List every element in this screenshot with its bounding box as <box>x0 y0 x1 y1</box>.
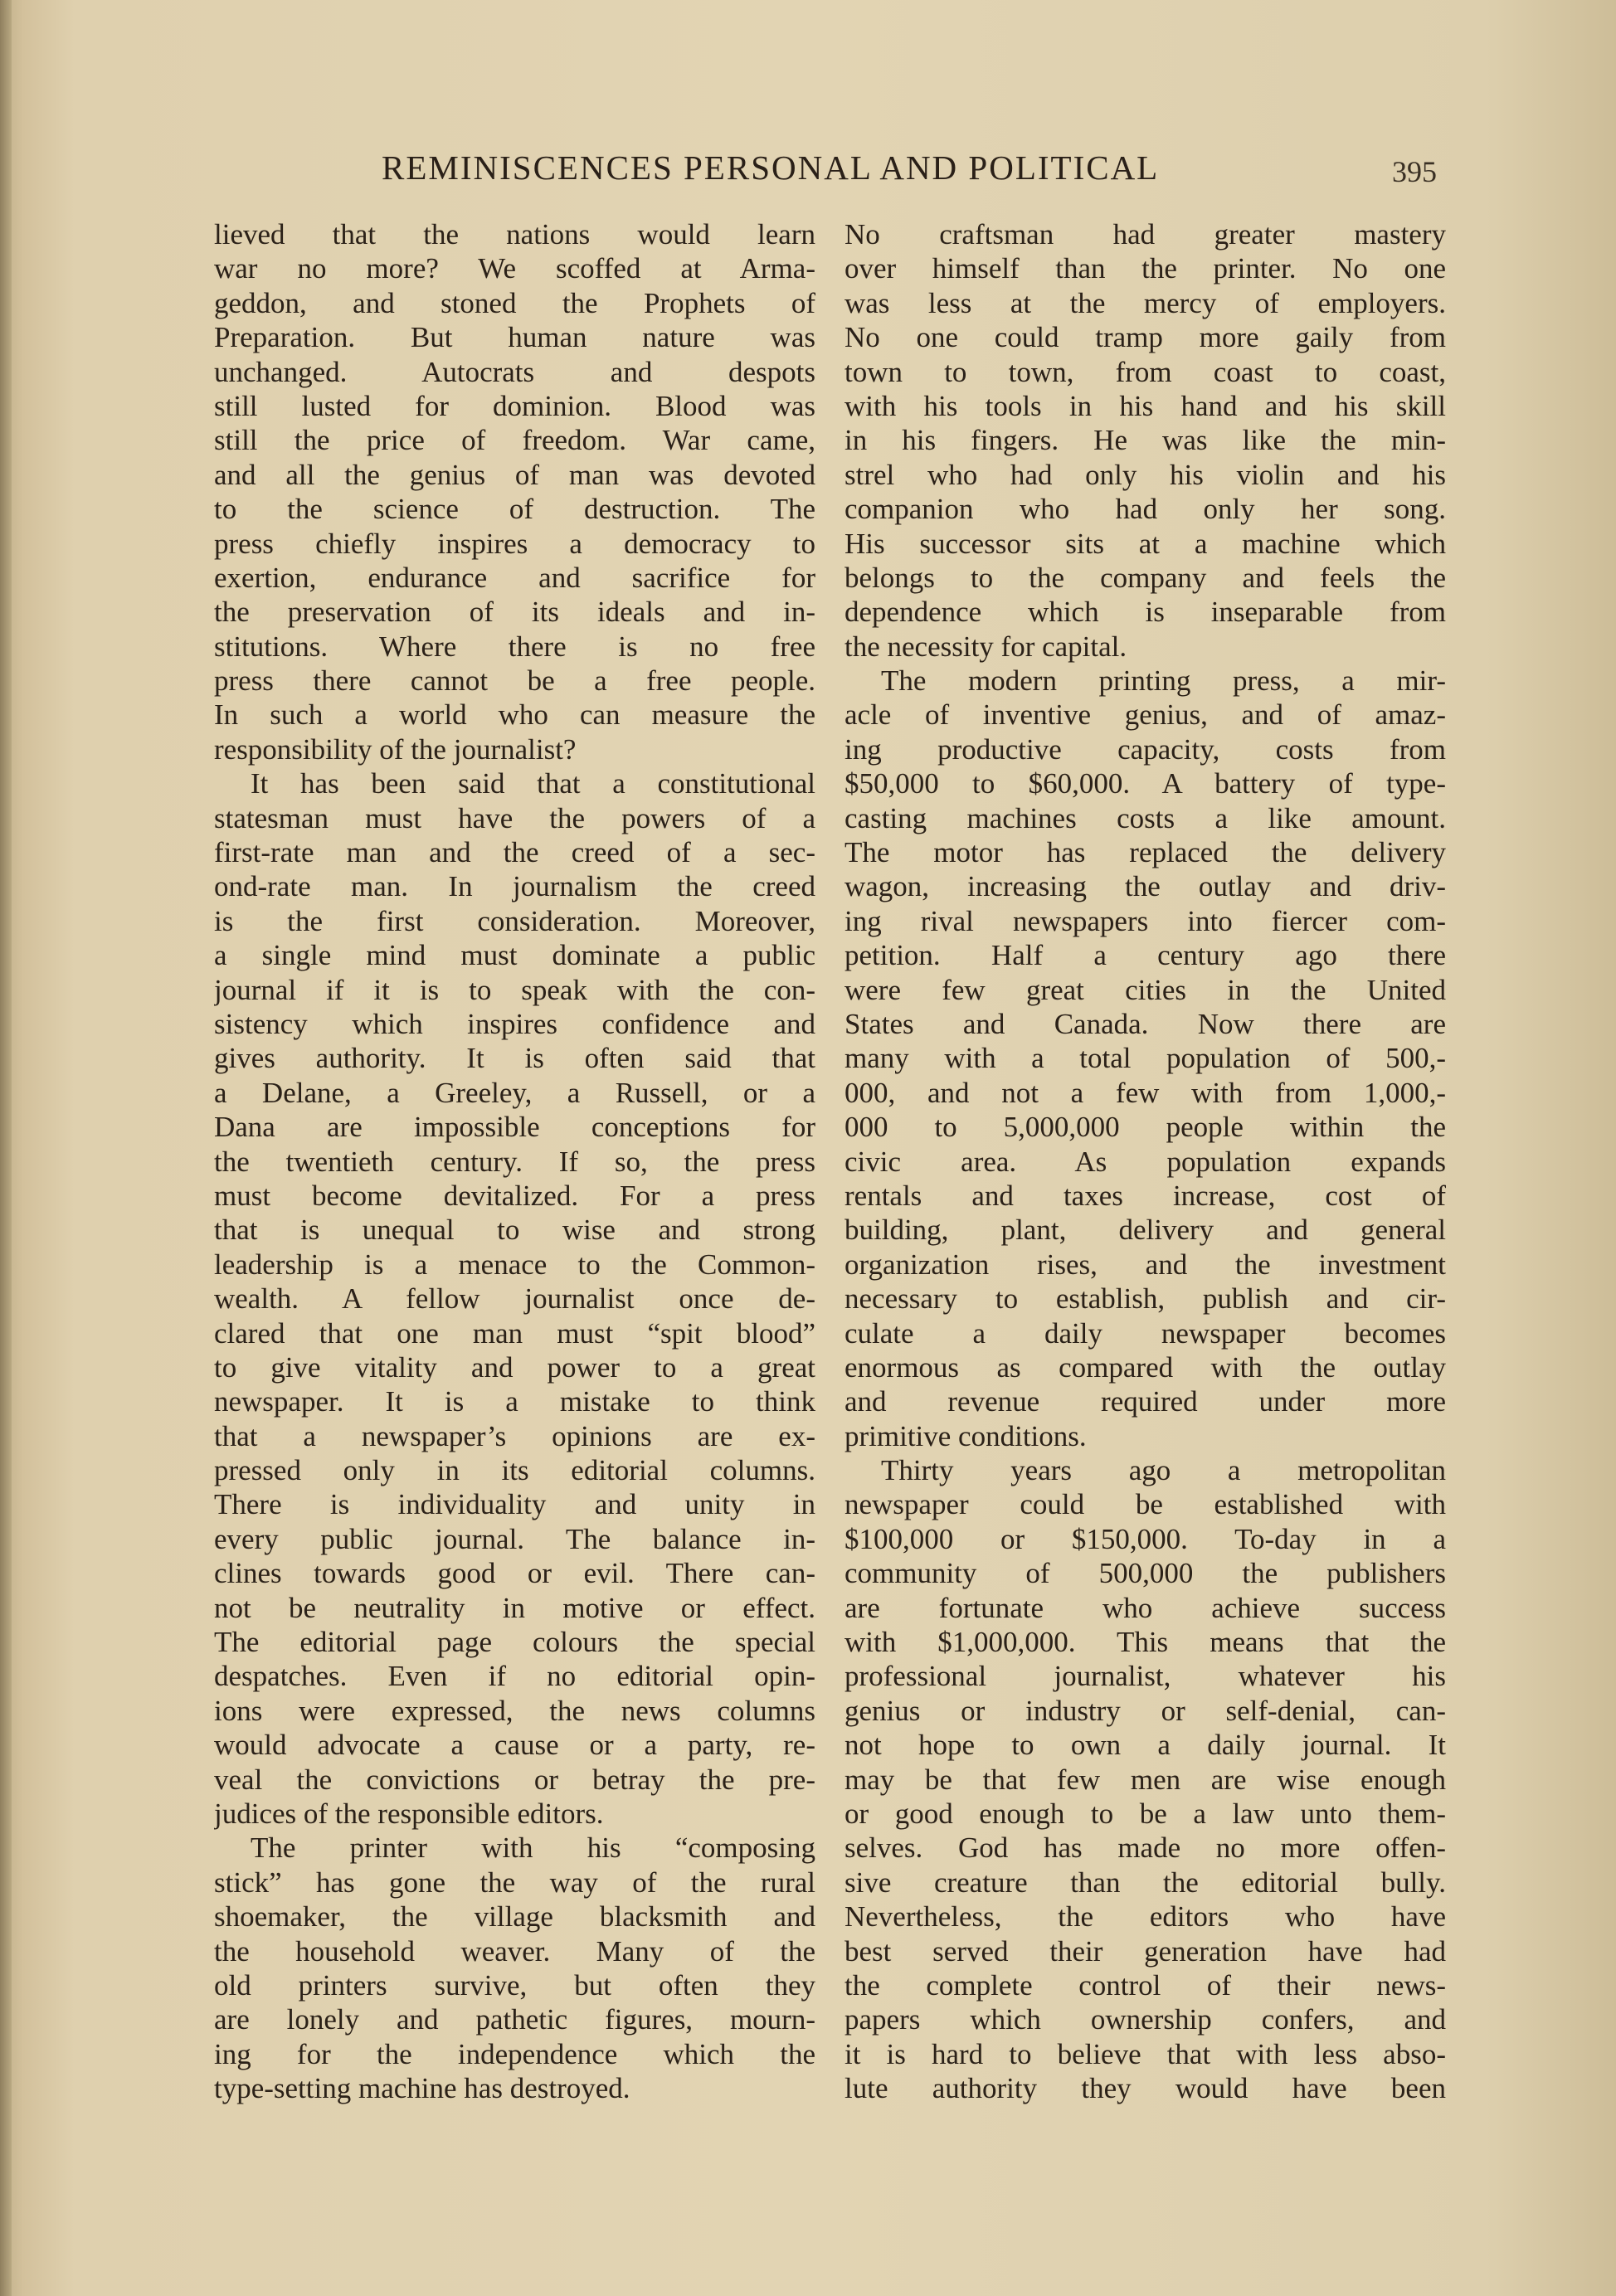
text-line: that a newspaper’s opinions are ex- <box>214 1419 815 1452</box>
text-line: Nevertheless, the editors who have <box>845 1900 1446 1934</box>
text-line: responsibility of the journalist? <box>214 732 577 766</box>
text-line: a single mind must dominate a public <box>214 939 815 972</box>
text-line: No craftsman had greater mastery <box>845 218 1446 251</box>
text-line: civic area. As population expands <box>845 1145 1446 1178</box>
text-line: necessary to establish, publish and cir- <box>845 1282 1446 1316</box>
text-line: The modern printing press, a mir- <box>881 664 1446 698</box>
text-line: not be neutrality in motive or effect. <box>214 1591 815 1624</box>
text-line: The printer with his “composing <box>251 1831 815 1865</box>
text-line: 000, and not a few with from 1,000,- <box>845 1076 1446 1109</box>
text-line: culate a daily newspaper becomes <box>845 1316 1446 1350</box>
text-line: dependence which is inseparable from <box>845 596 1446 629</box>
text-line: not hope to own a daily journal. It <box>845 1729 1446 1762</box>
text-line: clared that one man must “spit blood” <box>214 1316 815 1350</box>
text-line: are lonely and pathetic figures, mourn- <box>214 2003 815 2036</box>
text-line: first-rate man and the creed of a sec- <box>214 836 815 869</box>
text-line: leadership is a menace to the Common- <box>214 1248 815 1281</box>
text-line: statesman must have the powers of a <box>214 801 815 834</box>
text-line: community of 500,000 the publishers <box>845 1557 1446 1590</box>
text-line: In such a world who can measure the <box>214 698 815 732</box>
text-line: in his fingers. He was like the min- <box>845 424 1446 457</box>
text-line: There is individuality and unity in <box>214 1488 815 1521</box>
page-gutter-shadow <box>0 0 12 2296</box>
text-line: clines towards good or evil. There can- <box>214 1557 815 1590</box>
text-line: despatches. Even if no editorial opin- <box>214 1660 815 1693</box>
right-text-column <box>845 217 1446 2158</box>
text-line: genius or industry or self-denial, can- <box>845 1694 1446 1727</box>
page-number: 395 <box>1392 155 1437 188</box>
text-line: It has been said that a constitutional <box>251 767 815 800</box>
text-line: Thirty years ago a metropolitan <box>881 1454 1446 1487</box>
left-text-column <box>214 217 815 2158</box>
text-line: still the price of freedom. War came, <box>214 424 815 457</box>
running-head-title: REMINISCENCES PERSONAL AND POLITICAL <box>382 148 1160 187</box>
text-line: that is unequal to wise and strong <box>214 1214 815 1247</box>
text-line: 000 to 5,000,000 people within the <box>845 1111 1446 1144</box>
text-line: to give vitality and power to a great <box>214 1350 815 1384</box>
text-line: geddon, and stoned the Prophets of <box>214 286 815 319</box>
text-line: it is hard to believe that with less abso- <box>845 2037 1446 2070</box>
text-line: would advocate a cause or a party, re- <box>214 1729 815 1762</box>
text-line: exertion, endurance and sacrifice for <box>214 561 815 594</box>
text-line: press there cannot be a free people. <box>214 664 815 698</box>
text-line: must become devitalized. For a press <box>214 1179 815 1212</box>
text-line: war no more? We scoffed at Arma- <box>214 252 815 285</box>
text-line: acle of inventive genius, and of amaz- <box>845 698 1446 732</box>
text-line: wagon, increasing the outlay and driv- <box>845 870 1446 903</box>
text-line: veal the convictions or betray the pre- <box>214 1763 815 1796</box>
text-line: States and Canada. Now there are <box>845 1007 1446 1040</box>
text-line: every public journal. The balance in- <box>214 1522 815 1555</box>
text-line: $100,000 or $150,000. To-day in a <box>845 1522 1446 1555</box>
text-line: and revenue required under more <box>845 1385 1446 1418</box>
text-line: to the science of destruction. The <box>214 493 815 526</box>
text-line: the complete control of their news- <box>845 1968 1446 2002</box>
text-line: the preservation of its ideals and in- <box>214 596 815 629</box>
text-line: wealth. A fellow journalist once de- <box>214 1282 815 1316</box>
text-line: type-setting machine has destroyed. <box>214 2072 630 2105</box>
text-line: ions were expressed, the news columns <box>214 1694 815 1727</box>
text-line: sive creature than the editorial bully. <box>845 1866 1446 1899</box>
text-line: may be that few men are wise enough <box>845 1763 1446 1796</box>
text-line: stick” has gone the way of the rural <box>214 1866 815 1899</box>
text-line: the necessity for capital. <box>845 630 1127 663</box>
text-line: still lusted for dominion. Blood was <box>214 389 815 422</box>
text-line: lute authority they would have been <box>845 2072 1446 2105</box>
text-line: journal if it is to speak with the con- <box>214 973 815 1006</box>
running-head <box>0 148 1616 197</box>
text-line: Dana are impossible conceptions for <box>214 1111 815 1144</box>
text-line: the twentieth century. If so, the press <box>214 1145 815 1178</box>
text-line: His successor sits at a machine which <box>845 527 1446 560</box>
text-line: enormous as compared with the outlay <box>845 1350 1446 1384</box>
text-line: with his tools in his hand and his skill <box>845 389 1446 422</box>
text-line: ing for the independence which the <box>214 2037 815 2070</box>
text-line: is the first consideration. Moreover, <box>214 904 815 937</box>
text-line: Preparation. But human nature was <box>214 321 815 354</box>
text-line: over himself than the printer. No one <box>845 252 1446 285</box>
text-line: the household weaver. Many of the <box>214 1934 815 1968</box>
text-line: companion who had only her song. <box>845 493 1446 526</box>
text-line: town to town, from coast to coast, <box>845 355 1446 388</box>
text-line: petition. Half a century ago there <box>845 939 1446 972</box>
text-line: papers which ownership confers, and <box>845 2003 1446 2036</box>
text-line: pressed only in its editorial columns. <box>214 1454 815 1487</box>
text-line: or good enough to be a law unto them- <box>845 1797 1446 1830</box>
text-line: building, plant, delivery and general <box>845 1214 1446 1247</box>
text-line: and all the genius of man was devoted <box>214 458 815 491</box>
text-line: judices of the responsible editors. <box>214 1797 604 1830</box>
text-line: sistency which inspires confidence and <box>214 1007 815 1040</box>
text-line: No one could tramp more gaily from <box>845 321 1446 354</box>
text-line: newspaper could be established with <box>845 1488 1446 1521</box>
text-line: old printers survive, but often they <box>214 1968 815 2002</box>
text-line: organization rises, and the investment <box>845 1248 1446 1281</box>
text-line: rentals and taxes increase, cost of <box>845 1179 1446 1212</box>
text-line: shoemaker, the village blacksmith and <box>214 1900 815 1934</box>
text-line: press chiefly inspires a democracy to <box>214 527 815 560</box>
text-line: gives authority. It is often said that <box>214 1042 815 1075</box>
text-line: a Delane, a Greeley, a Russell, or a <box>214 1076 815 1109</box>
text-line: The motor has replaced the delivery <box>845 836 1446 869</box>
text-line: unchanged. Autocrats and despots <box>214 355 815 388</box>
text-line: ing rival newspapers into fiercer com- <box>845 904 1446 937</box>
text-line: strel who had only his violin and his <box>845 458 1446 491</box>
text-line: are fortunate who achieve success <box>845 1591 1446 1624</box>
text-line: best served their generation have had <box>845 1934 1446 1968</box>
text-line: with $1,000,000. This means that the <box>845 1626 1446 1659</box>
text-line: lieved that the nations would learn <box>214 218 815 251</box>
text-line: stitutions. Where there is no free <box>214 630 815 663</box>
text-line: casting machines costs a like amount. <box>845 801 1446 834</box>
text-line: were few great cities in the United <box>845 973 1446 1006</box>
text-line: professional journalist, whatever his <box>845 1660 1446 1693</box>
text-line: $50,000 to $60,000. A battery of type- <box>845 767 1446 800</box>
text-line: selves. God has made no more offen- <box>845 1831 1446 1865</box>
text-line: ing productive capacity, costs from <box>845 732 1446 766</box>
text-line: many with a total population of 500,- <box>845 1042 1446 1075</box>
text-line: primitive conditions. <box>845 1419 1087 1452</box>
text-line: was less at the mercy of employers. <box>845 286 1446 319</box>
text-line: newspaper. It is a mistake to think <box>214 1385 815 1418</box>
text-line: belongs to the company and feels the <box>845 561 1446 594</box>
text-line: The editorial page colours the special <box>214 1626 815 1659</box>
text-line: ond-rate man. In journalism the creed <box>214 870 815 903</box>
